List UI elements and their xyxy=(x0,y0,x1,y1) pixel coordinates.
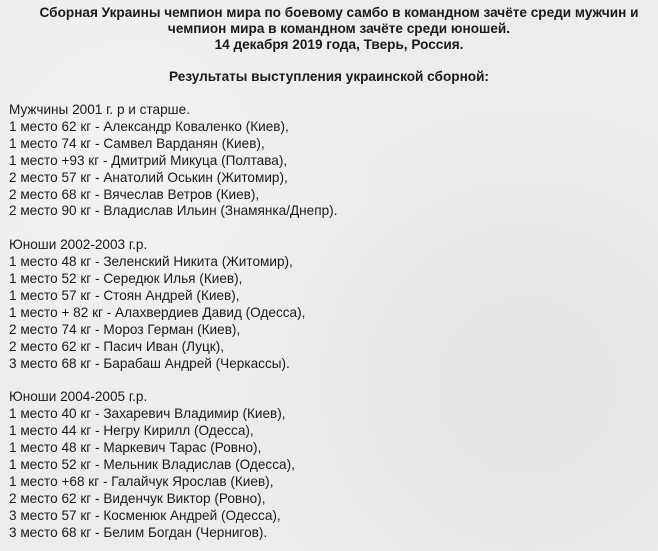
result-row: 2 место 62 кг - Виденчук Виктор (Ровно), xyxy=(9,490,266,506)
headline-line: чемпион мира в командном зачёте среди юношей. xyxy=(167,21,511,36)
result-row: 1 место 74 кг - Самвел Варданян (Киев), xyxy=(9,135,265,151)
result-row: 1 место 52 кг - Середюк Илья (Киев), xyxy=(9,271,243,287)
result-row: 1 место 57 кг - Стоян Андрей (Киев), xyxy=(9,287,240,303)
event-date-location: 14 декабря 2019 года, Тверь, Россия. xyxy=(214,37,464,52)
section-title: Юноши 2004-2005 г.р. xyxy=(9,389,148,405)
result-row: 2 место 62 кг - Пасич Иван (Луцк), xyxy=(9,338,225,354)
result-row: 1 место +68 кг - Галайчук Ярослав (Киев), xyxy=(9,473,274,489)
result-row: 1 место 44 кг - Негру Кирилл (Одесса), xyxy=(9,423,254,439)
result-row: 2 место 74 кг - Мороз Герман (Киев), xyxy=(9,321,241,337)
result-row: 2 место 68 кг - Вячеслав Ветров (Киев), xyxy=(9,186,260,202)
result-row: 2 место 90 кг - Владислав Ильин (Знамянка/Днепр). xyxy=(9,203,338,219)
result-row: 1 место +93 кг - Дмитрий Микуца (Полтава), xyxy=(9,152,288,168)
result-row: 1 место 48 кг - Маркевич Тарас (Ровно), xyxy=(9,440,262,456)
section-men xyxy=(9,102,658,220)
section-title: Юноши 2002-2003 г.р. xyxy=(9,237,148,253)
article-header xyxy=(14,0,658,53)
results-title: Результаты выступления украинской сборной: xyxy=(169,69,489,84)
result-row: 3 место 68 кг - Белим Богдан (Чернигов). xyxy=(9,524,268,540)
section-juniors-2004-2005 xyxy=(9,389,658,541)
result-row: 3 место 68 кг - Барабаш Андрей (Черкассы). xyxy=(9,355,290,371)
result-row: 1 место 40 кг - Захаревич Владимир (Киев), xyxy=(9,406,286,422)
headline-line: Сборная Украины чемпион мира по боевому самбо в командном зачёте среди мужчин и xyxy=(39,5,639,20)
result-row: 2 место 57 кг - Анатолий Оськин (Житомир), xyxy=(9,169,288,185)
result-row: 3 место 57 кг - Косменюк Андрей (Одесса), xyxy=(9,507,281,523)
results-list xyxy=(0,102,658,542)
result-row: 1 место 52 кг - Мельник Владислав (Одесса), xyxy=(9,457,295,472)
result-row: 1 место 48 кг - Зеленский Никита (Житомир), xyxy=(9,254,293,270)
section-title: Мужчины 2001 г. р и старше. xyxy=(9,102,190,117)
section-juniors-2002-2003 xyxy=(9,237,658,372)
result-row: 1 место + 82 кг - Алахвердиев Давид (Одесса), xyxy=(9,304,306,320)
result-row: 1 место 62 кг - Александр Коваленко (Киев), xyxy=(9,118,289,134)
